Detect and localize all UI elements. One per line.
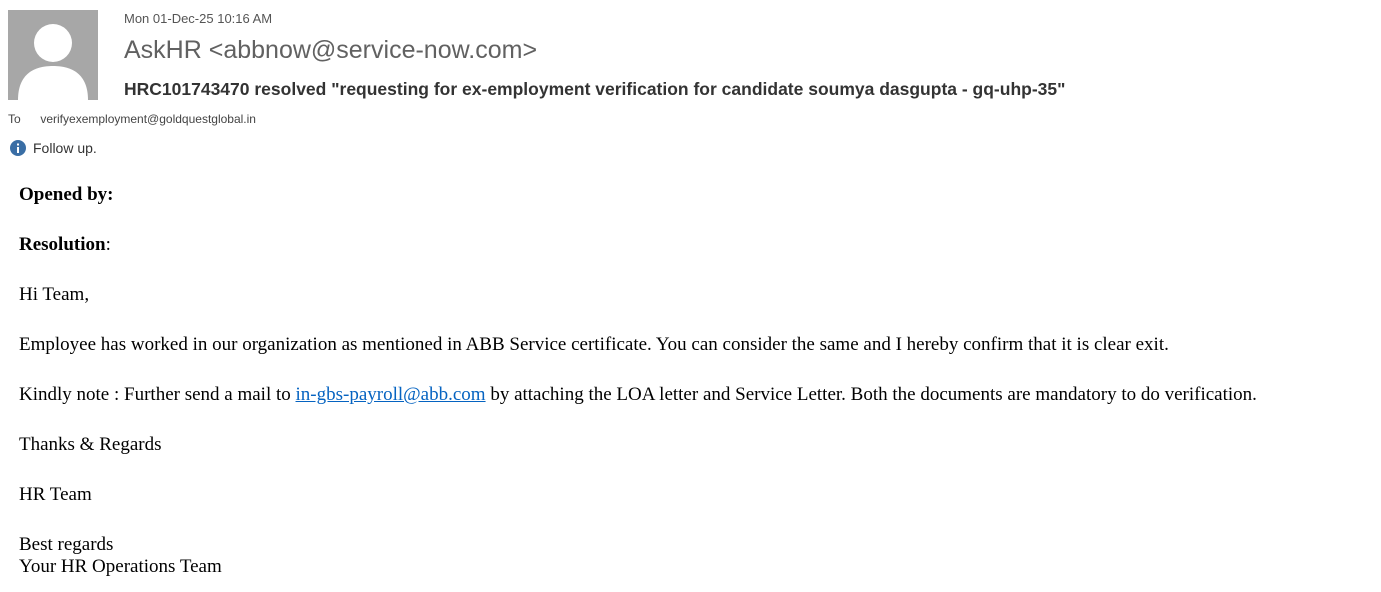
info-text: Follow up. <box>33 140 97 156</box>
resolution-line <box>19 234 1369 256</box>
received-date: Mon 01-Dec-25 10:16 AM <box>124 11 273 26</box>
greeting: Hi Team, <box>19 284 90 305</box>
recipient-row <box>8 112 256 126</box>
opened-by-label: Opened by: <box>19 184 114 205</box>
note-prefix: Kindly note : Further send a mail to <box>19 384 296 405</box>
recipient-address[interactable]: verifyexemployment@goldquestglobal.in <box>40 112 256 126</box>
note-suffix: by attaching the LOA letter and Service Letter. Both the documents are mandatory to do verification. <box>485 384 1257 405</box>
info-icon <box>10 140 26 156</box>
sender-name[interactable]: AskHR <abbnow@service-now.com> <box>124 36 538 64</box>
email-subject: HRC101743470 resolved "requesting for ex-employment verification for candidate soumya dasgupta - gq-uhp-35" <box>124 79 1066 99</box>
resolution-label: Resolution <box>19 234 106 255</box>
paragraph-note <box>19 384 1369 406</box>
to-label: To <box>8 112 21 126</box>
opened-by-line <box>19 184 1369 206</box>
hr-team-line: HR Team <box>19 484 92 505</box>
signature-line: Your HR Operations Team <box>19 556 222 577</box>
info-bar <box>10 140 97 156</box>
resolution-colon: : <box>105 234 111 255</box>
payroll-email-link[interactable]: in-gbs-payroll@abb.com <box>295 384 486 405</box>
paragraph-confirmation: Employee has worked in our organization as mentioned in ABB Service certificate. You can consider the same and I hereby confirm that it is clear exit. <box>19 334 1169 355</box>
person-silhouette-icon <box>8 10 98 100</box>
thanks-line: Thanks & Regards <box>19 434 162 455</box>
email-body <box>19 184 1369 578</box>
sender-avatar <box>8 10 98 100</box>
best-regards-line: Best regards <box>19 534 114 555</box>
